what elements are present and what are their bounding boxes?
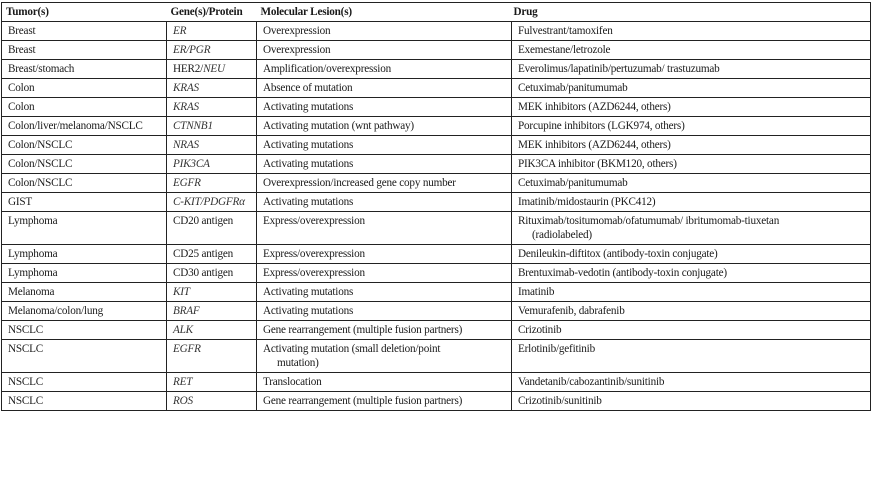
drug-cell: PIK3CA inhibitor (BKM120, others) <box>512 155 871 174</box>
gene-cell: CD25 antigen <box>167 245 257 264</box>
lesion-text: Activating mutation (small deletion/point <box>263 343 441 355</box>
gene-cell: C-KIT/PDGFRα <box>167 193 257 212</box>
tumor-cell: Lymphoma <box>2 245 167 264</box>
table-row <box>2 212 871 245</box>
tumor-cell: Melanoma <box>2 283 167 302</box>
drug-cell: Brentuximab-vedotin (antibody-toxin conjugate) <box>512 264 871 283</box>
table-row <box>2 117 871 136</box>
gene-cell: ALK <box>167 321 257 340</box>
lesion-cell: Amplification/overexpression <box>257 60 512 79</box>
tumor-cell: Colon <box>2 98 167 117</box>
drug-cell: Crizotinib/sunitinib <box>512 392 871 411</box>
tumor-cell: NSCLC <box>2 392 167 411</box>
lesion-cell: Translocation <box>257 373 512 392</box>
table-row <box>2 136 871 155</box>
header-lesion: Molecular Lesion(s) <box>257 3 512 22</box>
drug-cell: Vandetanib/cabozantinib/sunitinib <box>512 373 871 392</box>
tumor-cell: Breast <box>2 22 167 41</box>
drug-cell: MEK inhibitors (AZD6244, others) <box>512 136 871 155</box>
gene-cell: KRAS <box>167 79 257 98</box>
lesion-cell: Overexpression <box>257 41 512 60</box>
tumor-cell: Breast/stomach <box>2 60 167 79</box>
drug-cell: Imatinib <box>512 283 871 302</box>
table-row <box>2 41 871 60</box>
gene-cell: ROS <box>167 392 257 411</box>
drug-cell: Everolimus/lapatinib/pertuzumab/ trastuzumab <box>512 60 871 79</box>
gene-cell: EGFR <box>167 340 257 373</box>
table-row <box>2 283 871 302</box>
header-row <box>2 3 871 22</box>
table-row <box>2 98 871 117</box>
drug-cell <box>512 212 871 245</box>
lesion-cell: Activating mutations <box>257 302 512 321</box>
gene-cell: ER <box>167 22 257 41</box>
drug-cell: Imatinib/midostaurin (PKC412) <box>512 193 871 212</box>
gene-cell <box>167 60 257 79</box>
drug-cell: Crizotinib <box>512 321 871 340</box>
table-row <box>2 302 871 321</box>
gene-italic-text: NEU <box>203 63 225 75</box>
drug-cell: Cetuximab/panitumumab <box>512 174 871 193</box>
drug-cell: MEK inhibitors (AZD6244, others) <box>512 98 871 117</box>
header-drug: Drug <box>512 3 871 22</box>
tumor-cell: Colon/liver/melanoma/NSCLC <box>2 117 167 136</box>
drug-text: Rituximab/tositumomab/ofatumumab/ ibritumomab-tiuxetan <box>518 215 780 227</box>
tumor-cell: Colon/NSCLC <box>2 174 167 193</box>
tumor-cell: NSCLC <box>2 373 167 392</box>
lesion-text-continued: mutation) <box>277 357 319 369</box>
drug-cell: Exemestane/letrozole <box>512 41 871 60</box>
lesion-cell: Activating mutations <box>257 283 512 302</box>
tumor-cell: Colon <box>2 79 167 98</box>
table-row <box>2 264 871 283</box>
drug-cell: Cetuximab/panitumumab <box>512 79 871 98</box>
drug-cell: Porcupine inhibitors (LGK974, others) <box>512 117 871 136</box>
gene-cell: CTNNB1 <box>167 117 257 136</box>
lesion-cell: Gene rearrangement (multiple fusion partners) <box>257 392 512 411</box>
drug-cell: Fulvestrant/tamoxifen <box>512 22 871 41</box>
drug-cell: Erlotinib/gefitinib <box>512 340 871 373</box>
table-row <box>2 321 871 340</box>
table-row <box>2 155 871 174</box>
lesion-cell: Overexpression/increased gene copy number <box>257 174 512 193</box>
tumor-cell: GIST <box>2 193 167 212</box>
lesion-cell: Activating mutations <box>257 193 512 212</box>
lesion-cell: Express/overexpression <box>257 264 512 283</box>
table-row <box>2 392 871 411</box>
gene-cell: RET <box>167 373 257 392</box>
gene-cell: PIK3CA <box>167 155 257 174</box>
gene-plain-text: HER2/ <box>173 63 204 75</box>
lesion-cell <box>257 340 512 373</box>
tumor-cell: Breast <box>2 41 167 60</box>
lesion-cell: Absence of mutation <box>257 79 512 98</box>
tumor-cell: Colon/NSCLC <box>2 136 167 155</box>
gene-cell: KIT <box>167 283 257 302</box>
gene-cell: KRAS <box>167 98 257 117</box>
lesion-cell: Express/overexpression <box>257 212 512 245</box>
tumor-gene-drug-table <box>1 2 871 411</box>
lesion-cell: Overexpression <box>257 22 512 41</box>
table-row <box>2 22 871 41</box>
lesion-cell: Gene rearrangement (multiple fusion partners) <box>257 321 512 340</box>
lesion-cell: Activating mutations <box>257 98 512 117</box>
table-row <box>2 193 871 212</box>
table-row <box>2 245 871 264</box>
tumor-cell: Lymphoma <box>2 264 167 283</box>
gene-cell: BRAF <box>167 302 257 321</box>
lesion-cell: Activating mutation (wnt pathway) <box>257 117 512 136</box>
drug-cell: Denileukin-diftitox (antibody-toxin conjugate) <box>512 245 871 264</box>
tumor-cell: NSCLC <box>2 321 167 340</box>
drug-text-continued: (radiolabeled) <box>532 229 592 241</box>
tumor-cell: Lymphoma <box>2 212 167 245</box>
gene-cell: EGFR <box>167 174 257 193</box>
table-row <box>2 60 871 79</box>
header-tumor: Tumor(s) <box>2 3 167 22</box>
tumor-cell: Colon/NSCLC <box>2 155 167 174</box>
lesion-cell: Express/overexpression <box>257 245 512 264</box>
tumor-cell: Melanoma/colon/lung <box>2 302 167 321</box>
gene-cell: NRAS <box>167 136 257 155</box>
gene-cell: CD30 antigen <box>167 264 257 283</box>
table-row <box>2 340 871 373</box>
table-row <box>2 373 871 392</box>
gene-cell: CD20 antigen <box>167 212 257 245</box>
table-row <box>2 174 871 193</box>
tumor-cell: NSCLC <box>2 340 167 373</box>
table-row <box>2 79 871 98</box>
lesion-cell: Activating mutations <box>257 155 512 174</box>
gene-cell: ER/PGR <box>167 41 257 60</box>
drug-cell: Vemurafenib, dabrafenib <box>512 302 871 321</box>
header-gene: Gene(s)/Protein <box>167 3 257 22</box>
lesion-cell: Activating mutations <box>257 136 512 155</box>
